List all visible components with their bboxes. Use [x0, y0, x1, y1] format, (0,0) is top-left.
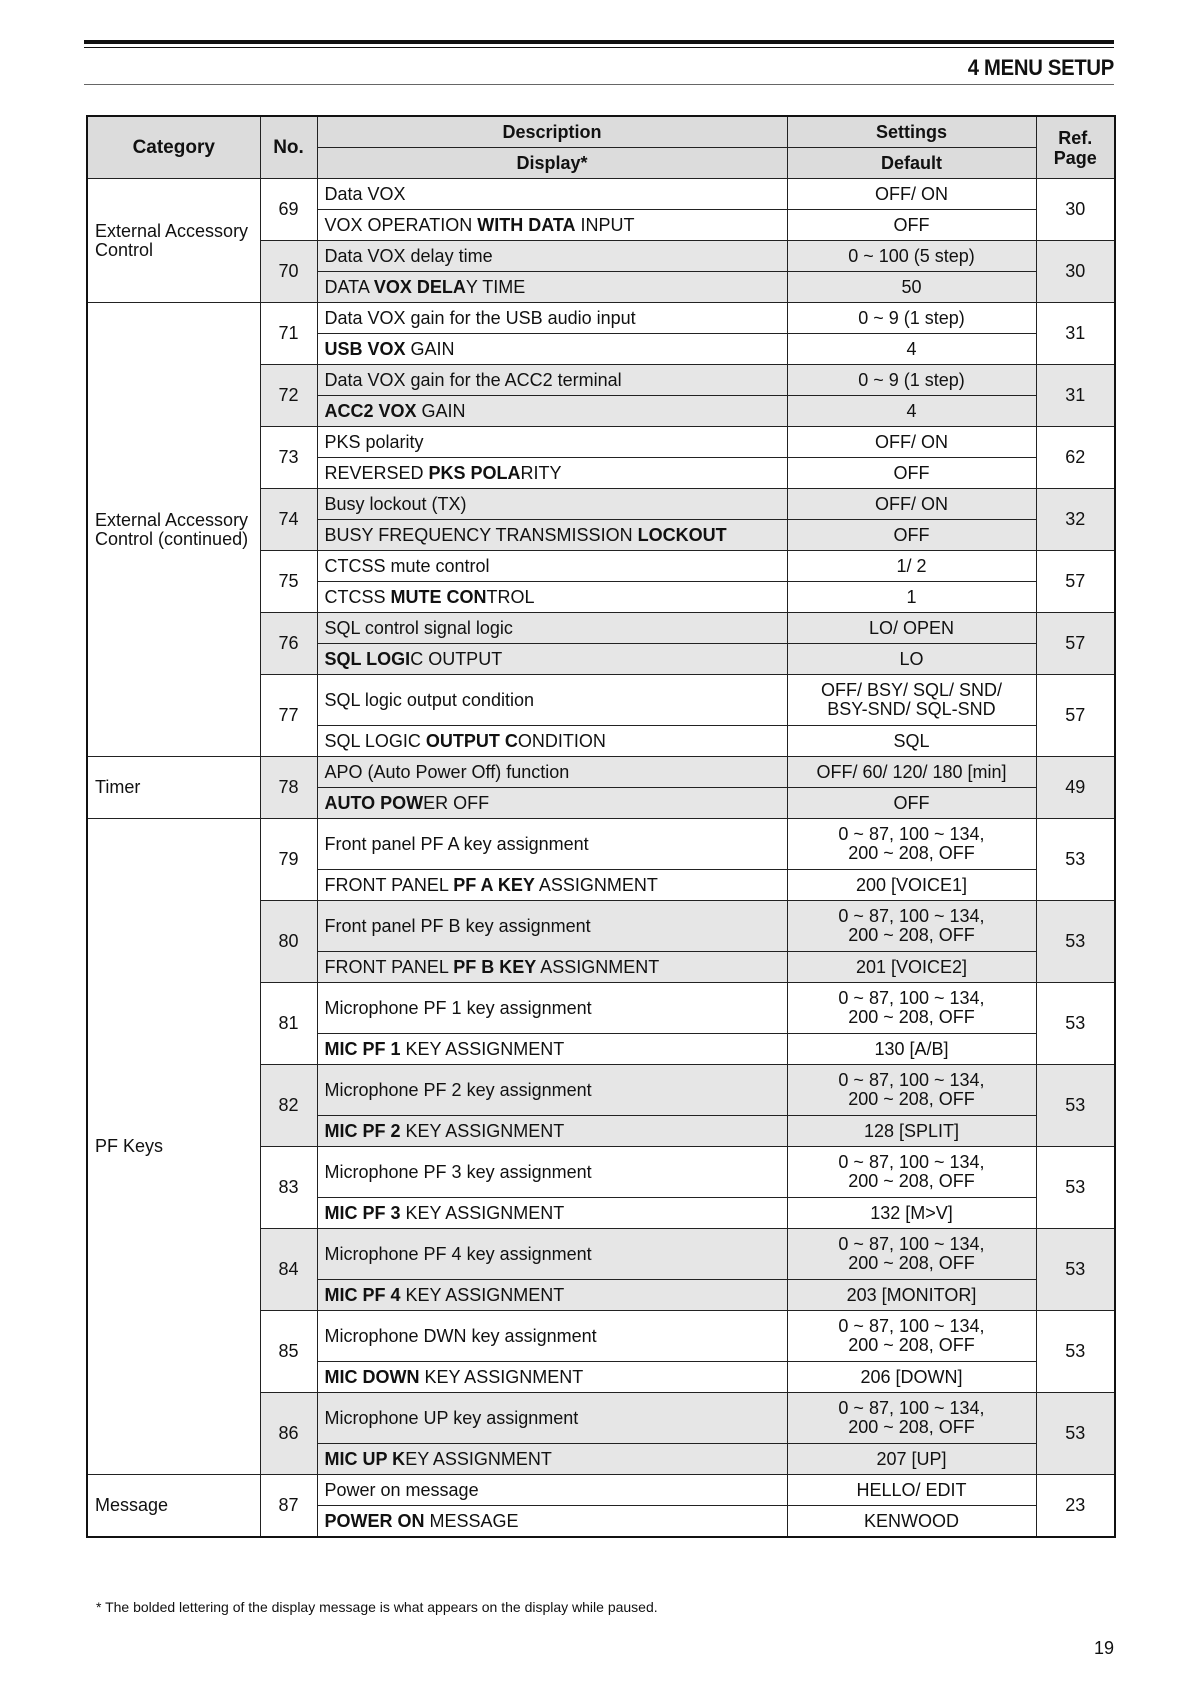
- display-cell: [317, 396, 787, 427]
- ref-page-cell: 53: [1036, 1229, 1115, 1311]
- ref-page-cell: 31: [1036, 365, 1115, 427]
- display-segment: INPUT: [575, 214, 635, 235]
- display-cell: [317, 1116, 787, 1147]
- category-cell: Message: [87, 1475, 260, 1538]
- display-cell: [317, 788, 787, 819]
- ref-page-cell: 31: [1036, 303, 1115, 365]
- default-cell: 50: [787, 272, 1036, 303]
- category-cell: External Accessory Control (continued): [87, 303, 260, 757]
- menu-number: 85: [260, 1311, 317, 1393]
- display-bold-segment: MUTE CON: [390, 586, 487, 607]
- description-cell: Front panel PF A key assignment: [317, 819, 787, 870]
- default-cell: 201 [VOICE2]: [787, 952, 1036, 983]
- ref-page-cell: 30: [1036, 179, 1115, 241]
- settings-cell: 0 ~ 87, 100 ~ 134, 200 ~ 208, OFF: [787, 1065, 1036, 1116]
- ref-page-cell: 32: [1036, 489, 1115, 551]
- category-cell: Timer: [87, 757, 260, 819]
- display-bold-segment: LOCKOUT: [637, 524, 727, 545]
- default-cell: 132 [M>V]: [787, 1198, 1036, 1229]
- display-cell: [317, 870, 787, 901]
- ref-page-cell: 57: [1036, 675, 1115, 757]
- display-bold-segment: MIC PF 2: [324, 1120, 401, 1141]
- display-segment: SQL LOGIC: [324, 730, 426, 751]
- settings-cell: 0 ~ 87, 100 ~ 134, 200 ~ 208, OFF: [787, 1311, 1036, 1362]
- display-cell: [317, 644, 787, 675]
- display-segment: KEY ASSIGNMENT: [400, 1038, 565, 1059]
- header-rule-thick: [84, 40, 1114, 44]
- header-default: Default: [787, 148, 1036, 179]
- display-cell: [317, 520, 787, 551]
- settings-cell: OFF/ ON: [787, 179, 1036, 210]
- ref-page-cell: 53: [1036, 1393, 1115, 1475]
- description-cell: SQL control signal logic: [317, 613, 787, 644]
- display-cell: [317, 272, 787, 303]
- display-bold-segment: WITH DATA: [477, 214, 576, 235]
- display-bold-segment: SQL LOGI: [324, 648, 411, 669]
- display-bold-segment: USB VOX: [324, 338, 406, 359]
- header-no: No.: [260, 116, 317, 179]
- description-cell: Microphone PF 3 key assignment: [317, 1147, 787, 1198]
- ref-page-cell: 53: [1036, 1147, 1115, 1229]
- settings-cell: OFF/ ON: [787, 489, 1036, 520]
- settings-cell: 0 ~ 100 (5 step): [787, 241, 1036, 272]
- display-segment: KEY ASSIGNMENT: [419, 1366, 584, 1387]
- table-row: [87, 303, 1115, 334]
- header-ref-page: [1036, 116, 1115, 179]
- description-cell: Data VOX: [317, 179, 787, 210]
- header-description: Description: [317, 116, 787, 148]
- settings-cell: 0 ~ 87, 100 ~ 134, 200 ~ 208, OFF: [787, 819, 1036, 870]
- display-segment: ONDITION: [517, 730, 606, 751]
- ref-page-cell: 53: [1036, 1311, 1115, 1393]
- page-number: 19: [1093, 1638, 1114, 1658]
- ref-page-cell: 53: [1036, 983, 1115, 1065]
- display-segment: KEY ASSIGNMENT: [400, 1120, 565, 1141]
- description-cell: Front panel PF B key assignment: [317, 901, 787, 952]
- display-segment: GAIN: [416, 400, 466, 421]
- default-cell: 4: [787, 334, 1036, 365]
- display-cell: [317, 210, 787, 241]
- display-segment: ASSIGNMENT: [536, 956, 660, 977]
- display-segment: FRONT PANEL: [324, 874, 454, 895]
- display-bold-segment: ACC2 VOX: [324, 400, 417, 421]
- table-row: [87, 179, 1115, 210]
- menu-number: 76: [260, 613, 317, 675]
- display-segment: FRONT PANEL: [324, 956, 454, 977]
- default-cell: 130 [A/B]: [787, 1034, 1036, 1065]
- display-segment: BUSY FREQUENCY TRANSMISSION: [324, 524, 638, 545]
- display-segment: EY ASSIGNMENT: [405, 1448, 552, 1469]
- default-cell: OFF: [787, 458, 1036, 489]
- display-segment: MESSAGE: [424, 1510, 519, 1531]
- default-cell: OFF: [787, 210, 1036, 241]
- display-cell: [317, 334, 787, 365]
- default-cell: SQL: [787, 726, 1036, 757]
- menu-number: 81: [260, 983, 317, 1065]
- settings-cell: OFF/ 60/ 120/ 180 [min]: [787, 757, 1036, 788]
- settings-cell: OFF/ ON: [787, 427, 1036, 458]
- menu-number: 73: [260, 427, 317, 489]
- display-segment: Y TIME: [465, 276, 526, 297]
- display-cell: [317, 1506, 787, 1538]
- header-rule-under: [84, 84, 1114, 85]
- menu-number: 77: [260, 675, 317, 757]
- display-cell: [317, 458, 787, 489]
- description-cell: CTCSS mute control: [317, 551, 787, 582]
- menu-number: 80: [260, 901, 317, 983]
- description-cell: Microphone UP key assignment: [317, 1393, 787, 1444]
- settings-cell: 0 ~ 87, 100 ~ 134, 200 ~ 208, OFF: [787, 1147, 1036, 1198]
- display-bold-segment: MIC PF 4: [324, 1284, 401, 1305]
- ref-page-cell: 53: [1036, 1065, 1115, 1147]
- section-title: 4 MENU SETUP: [967, 55, 1114, 80]
- description-cell: Power on message: [317, 1475, 787, 1506]
- default-cell: OFF: [787, 788, 1036, 819]
- display-cell: [317, 952, 787, 983]
- category-cell: External Accessory Control: [87, 179, 260, 303]
- display-bold-segment: MIC UP K: [324, 1448, 406, 1469]
- description-cell: Data VOX delay time: [317, 241, 787, 272]
- description-cell: APO (Auto Power Off) function: [317, 757, 787, 788]
- display-bold-segment: PKS POLA: [428, 462, 521, 483]
- header-category: Category: [87, 116, 260, 179]
- settings-cell: HELLO/ EDIT: [787, 1475, 1036, 1506]
- table-header: [87, 116, 1115, 179]
- display-bold-segment: AUTO POW: [324, 792, 424, 813]
- display-segment: GAIN: [405, 338, 455, 359]
- description-cell: Busy lockout (TX): [317, 489, 787, 520]
- description-cell: Data VOX gain for the USB audio input: [317, 303, 787, 334]
- ref-page-cell: 53: [1036, 819, 1115, 901]
- menu-number: 72: [260, 365, 317, 427]
- table-row: [87, 819, 1115, 870]
- menu-number: 84: [260, 1229, 317, 1311]
- default-cell: 203 [MONITOR]: [787, 1280, 1036, 1311]
- settings-cell: 1/ 2: [787, 551, 1036, 582]
- default-cell: 4: [787, 396, 1036, 427]
- description-cell: Microphone PF 1 key assignment: [317, 983, 787, 1034]
- description-cell: Microphone PF 4 key assignment: [317, 1229, 787, 1280]
- menu-number: 83: [260, 1147, 317, 1229]
- display-cell: [317, 582, 787, 613]
- ref-page-cell: 23: [1036, 1475, 1115, 1538]
- menu-number: 82: [260, 1065, 317, 1147]
- menu-number: 71: [260, 303, 317, 365]
- settings-cell: 0 ~ 87, 100 ~ 134, 200 ~ 208, OFF: [787, 1393, 1036, 1444]
- settings-cell: 0 ~ 9 (1 step): [787, 365, 1036, 396]
- ref-page-cell: 57: [1036, 613, 1115, 675]
- display-cell: [317, 1034, 787, 1065]
- header-settings: Settings: [787, 116, 1036, 148]
- description-cell: Microphone DWN key assignment: [317, 1311, 787, 1362]
- display-segment: TROL: [486, 586, 535, 607]
- default-cell: 128 [SPLIT]: [787, 1116, 1036, 1147]
- settings-cell: 0 ~ 9 (1 step): [787, 303, 1036, 334]
- settings-cell: 0 ~ 87, 100 ~ 134, 200 ~ 208, OFF: [787, 901, 1036, 952]
- header-ref-page-label: Ref. Page: [1053, 127, 1097, 168]
- description-cell: Data VOX gain for the ACC2 terminal: [317, 365, 787, 396]
- settings-cell: 0 ~ 87, 100 ~ 134, 200 ~ 208, OFF: [787, 1229, 1036, 1280]
- menu-number: 74: [260, 489, 317, 551]
- display-bold-segment: POWER ON: [324, 1510, 425, 1531]
- display-bold-segment: VOX DELA: [373, 276, 466, 297]
- default-cell: 1: [787, 582, 1036, 613]
- default-cell: 207 [UP]: [787, 1444, 1036, 1475]
- menu-number: 70: [260, 241, 317, 303]
- ref-page-cell: 57: [1036, 551, 1115, 613]
- ref-page-cell: 53: [1036, 901, 1115, 983]
- display-cell: [317, 1198, 787, 1229]
- header-display: Display*: [317, 148, 787, 179]
- display-segment: CTCSS: [324, 586, 391, 607]
- ref-page-cell: 62: [1036, 427, 1115, 489]
- display-cell: [317, 1444, 787, 1475]
- default-cell: KENWOOD: [787, 1506, 1036, 1538]
- default-cell: OFF: [787, 520, 1036, 551]
- settings-cell: 0 ~ 87, 100 ~ 134, 200 ~ 208, OFF: [787, 983, 1036, 1034]
- category-cell: PF Keys: [87, 819, 260, 1475]
- display-segment: RITY: [520, 462, 562, 483]
- menu-number: 86: [260, 1393, 317, 1475]
- display-bold-segment: MIC PF 1: [324, 1038, 401, 1059]
- menu-number: 78: [260, 757, 317, 819]
- table-row: [87, 1475, 1115, 1506]
- description-cell: PKS polarity: [317, 427, 787, 458]
- menu-number: 75: [260, 551, 317, 613]
- settings-cell: LO/ OPEN: [787, 613, 1036, 644]
- display-bold-segment: OUTPUT C: [425, 730, 518, 751]
- ref-page-cell: 30: [1036, 241, 1115, 303]
- description-cell: SQL logic output condition: [317, 675, 787, 726]
- settings-cell: OFF/ BSY/ SQL/ SND/ BSY-SND/ SQL-SND: [787, 675, 1036, 726]
- default-cell: 206 [DOWN]: [787, 1362, 1036, 1393]
- footnote: * The bolded lettering of the display message is what appears on the display while paused.: [96, 1599, 658, 1615]
- description-cell: Microphone PF 2 key assignment: [317, 1065, 787, 1116]
- display-segment: ASSIGNMENT: [534, 874, 658, 895]
- menu-setup-table: [86, 115, 1116, 1538]
- display-bold-segment: PF A KEY: [453, 874, 535, 895]
- display-bold-segment: MIC PF 3: [324, 1202, 401, 1223]
- display-segment: KEY ASSIGNMENT: [400, 1284, 565, 1305]
- menu-number: 79: [260, 819, 317, 901]
- display-bold-segment: PF B KEY: [453, 956, 537, 977]
- display-segment: ER OFF: [423, 792, 490, 813]
- display-segment: C OUTPUT: [410, 648, 503, 669]
- display-cell: [317, 1280, 787, 1311]
- display-segment: REVERSED: [324, 462, 429, 483]
- table-body: [87, 179, 1115, 1538]
- display-bold-segment: MIC DOWN: [324, 1366, 420, 1387]
- display-cell: [317, 1362, 787, 1393]
- display-cell: [317, 726, 787, 757]
- menu-number: 69: [260, 179, 317, 241]
- menu-number: 87: [260, 1475, 317, 1538]
- display-segment: DATA: [324, 276, 374, 297]
- ref-page-cell: 49: [1036, 757, 1115, 819]
- default-cell: 200 [VOICE1]: [787, 870, 1036, 901]
- default-cell: LO: [787, 644, 1036, 675]
- display-segment: VOX OPERATION: [324, 214, 478, 235]
- header-rule-thin: [84, 47, 1114, 48]
- display-segment: KEY ASSIGNMENT: [400, 1202, 565, 1223]
- table-row: [87, 757, 1115, 788]
